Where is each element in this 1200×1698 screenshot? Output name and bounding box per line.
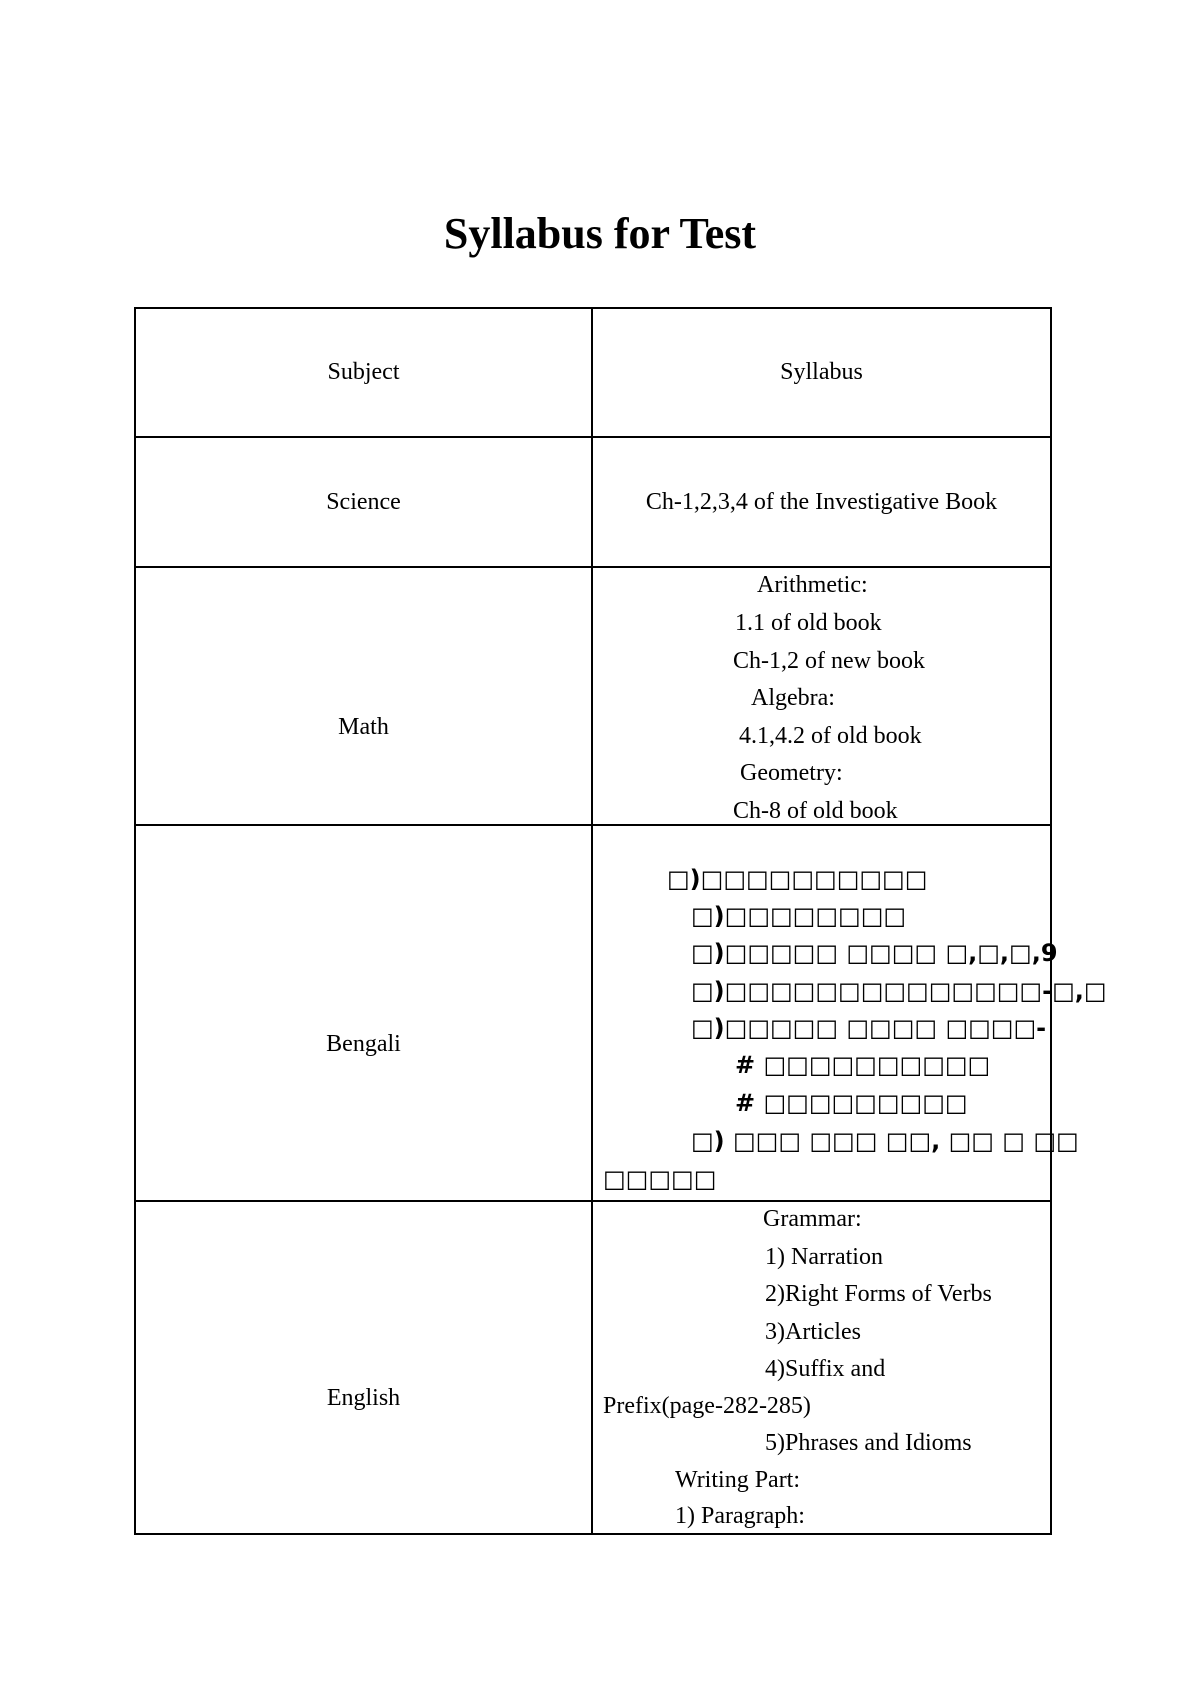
syllabus-cell <box>592 567 1051 825</box>
syllabus-line: Arithmetic: <box>757 572 868 598</box>
syllabus-table <box>134 307 1107 1535</box>
syllabus-line: Grammar: <box>763 1206 862 1232</box>
subject-label: Math <box>338 713 389 740</box>
subject-cell <box>135 1201 592 1534</box>
syllabus-line: Prefix(page-282-285) <box>603 1393 811 1419</box>
syllabus-cell <box>592 825 1107 1201</box>
table-header-row <box>135 308 1051 437</box>
subject-label: English <box>326 1385 401 1411</box>
syllabus-cell: Ch-1,2,3,4 of the Investigative Book <box>592 437 1051 567</box>
syllabus-cell <box>592 1201 1051 1534</box>
table-row-science <box>135 437 1051 567</box>
table-row-bengali <box>135 825 1051 1201</box>
syllabus-line: 1) Narration <box>765 1244 883 1270</box>
subject-label: Bengali <box>326 1030 401 1057</box>
page-title: Syllabus for Test <box>443 209 757 258</box>
syllabus-line: □) □□□ □□□ □□, □□ □ □□ <box>691 1127 1079 1155</box>
syllabus-line: # □□□□□□□□□□ <box>735 1051 991 1079</box>
syllabus-line: 3)Articles <box>765 1319 861 1345</box>
syllabus-line: Geometry: <box>740 760 843 786</box>
syllabus-line: □)□□□□□ □□□□ □,□,□,9 <box>691 939 1058 967</box>
subject-cell: Science <box>135 437 592 567</box>
syllabus-line: □)□□□□□□□□□□□□□□-□,□ <box>691 977 1107 1005</box>
syllabus-line: 4)Suffix and <box>765 1356 886 1382</box>
header-subject: Subject <box>135 308 592 437</box>
syllabus-line: Algebra: <box>751 685 835 711</box>
syllabus-line: □)□□□□□ □□□□ □□□□- <box>691 1014 1047 1042</box>
syllabus-line: Writing Part: <box>675 1467 801 1493</box>
syllabus-line: 4.1,4.2 of old book <box>739 723 922 749</box>
syllabus-line: 5)Phrases and Idioms <box>765 1430 972 1456</box>
subject-cell <box>135 567 592 825</box>
syllabus-line: 1.1 of old book <box>735 610 882 636</box>
table-row-math <box>135 567 1051 825</box>
syllabus-line: 2)Right Forms of Verbs <box>765 1281 992 1307</box>
syllabus-line: Ch-8 of old book <box>733 798 898 824</box>
syllabus-line: □□□□□ <box>603 1165 717 1193</box>
subject-cell <box>135 825 592 1201</box>
header-syllabus: Syllabus <box>592 308 1051 437</box>
syllabus-line: # □□□□□□□□□ <box>735 1089 968 1117</box>
syllabus-line: Ch-1,2 of new book <box>733 648 925 674</box>
syllabus-line: 1) Paragraph: <box>675 1503 805 1529</box>
syllabus-line: □)□□□□□□□□□□ <box>667 865 928 893</box>
table-row-english <box>135 1201 1051 1534</box>
syllabus-line: □)□□□□□□□□ <box>691 902 907 930</box>
